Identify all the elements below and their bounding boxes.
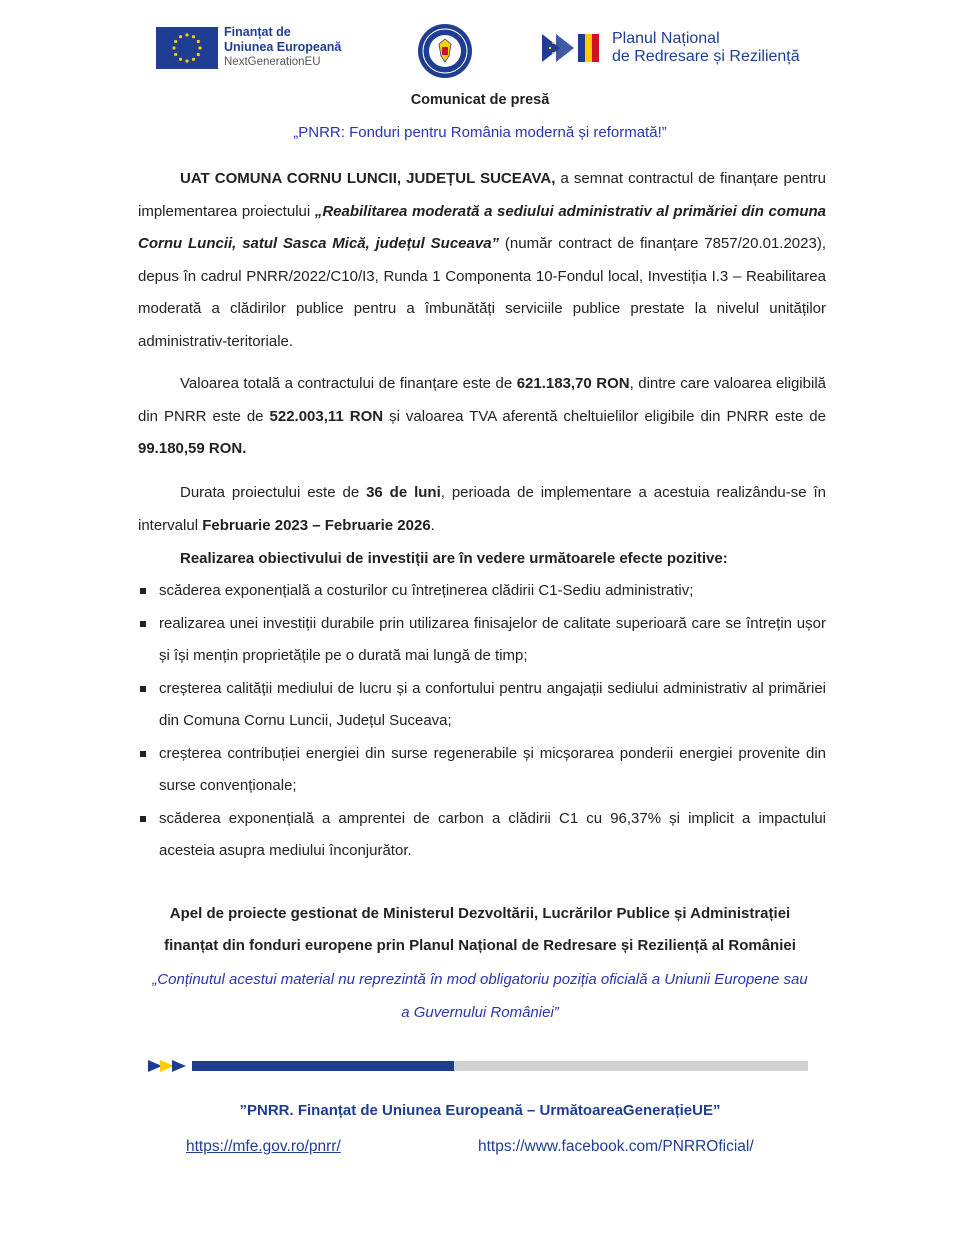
divider-bar-light	[454, 1061, 808, 1071]
mfe-link[interactable]: https://mfe.gov.ro/pnrr/	[186, 1138, 341, 1155]
pnrr-line1: Planul Național	[612, 30, 720, 47]
list-item	[138, 803, 826, 868]
document-title: Comunicat de presă	[410, 92, 550, 108]
implementation-interval: Februarie 2023 – Februarie 2026	[202, 516, 431, 534]
vat-value: 99.180,59 RON.	[138, 440, 247, 457]
pnrr-label	[612, 30, 800, 66]
effect-text: scăderea exponențială a amprentei de carbon a clădirii C1 cu 96,37% și implicit a impactului acesteia asupra mediului înconjurător.	[159, 809, 826, 859]
paragraph2-text-c: și valoarea TVA aferentă cheltuielilor eligibile din PNRR este de	[383, 407, 826, 425]
paragraph3-text-c: .	[430, 516, 435, 534]
paragraph2-text-a: Valoarea totală a contractului de finanțare este de	[180, 375, 517, 392]
eu-line2: Uniunea Europeană	[224, 40, 342, 54]
facebook-link[interactable]: https://www.facebook.com/PNRROficial/	[478, 1138, 754, 1155]
call-statement-line1: Apel de proiecte gestionat de Ministerul Dezvoltării, Lucrărilor Publice și Administrației	[169, 905, 791, 922]
paragraph-contract	[138, 163, 826, 358]
arrow-divider-icon	[146, 1059, 194, 1073]
divider-bar-dark	[192, 1061, 454, 1071]
bullet-square-icon	[140, 751, 146, 757]
list-item	[138, 608, 826, 673]
disclaimer: „Conținutul acestui material nu reprezintă în mod obligatoriu poziția oficială a Uniunii Europene sau a Guvernului României”	[152, 971, 808, 1021]
beneficiary-name: UAT COMUNA CORNU LUNCII, JUDEȚUL SUCEAVA,	[180, 170, 556, 187]
paragraph-values	[138, 368, 826, 466]
list-item	[138, 738, 826, 803]
bullet-square-icon	[140, 816, 146, 822]
eligible-value: 522.003,11 RON	[269, 407, 384, 425]
effect-text: creșterea contribuției energiei din surse regenerabile și micșorarea ponderii energiei provenite din surse convenționale;	[159, 744, 826, 794]
paragraph3-text-b: , perioada de implementare a acestuia realizându-se în intervalul	[138, 484, 826, 534]
bullet-square-icon	[140, 588, 146, 594]
eu-line3: NextGenerationEU	[224, 56, 321, 68]
document-subtitle: „PNRR: Fonduri pentru România modernă și reformată!”	[293, 124, 667, 141]
list-item	[138, 575, 826, 608]
pnrr-line2: de Redresare și Reziliență	[612, 48, 800, 65]
pnrr-slogan: ”PNRR. Finanțat de Uniunea Europeană – UrmătoareaGenerațieUE”	[239, 1102, 721, 1119]
total-value: 621.183,70 RON	[516, 375, 630, 392]
call-statement-line2: finanțat din fonduri europene prin Planul Național de Redresare și Reziliență al României	[164, 937, 796, 954]
bullet-square-icon	[140, 686, 146, 692]
paragraph-duration	[138, 477, 826, 542]
project-duration: 36 de luni	[366, 484, 441, 501]
bullet-square-icon	[140, 621, 146, 627]
paragraph3-text-a: Durata proiectului este de	[180, 484, 367, 501]
pnrr-logo-icon	[542, 30, 610, 66]
eu-flag-icon	[156, 27, 218, 69]
guvernul-romaniei-seal-icon	[416, 22, 474, 80]
list-item	[138, 673, 826, 738]
paragraph2-text-b: , dintre care valoarea eligibilă din PNRR este de	[138, 375, 826, 425]
effect-text: realizarea unei investiții durabile prin utilizarea finisajelor de calitate superioară care se întrețin ușor și își mențin proprietățile pe o durată mai lungă de timp;	[159, 614, 826, 664]
project-name: „Reabilitarea moderată a sediului administrativ al primăriei din comuna Cornu Luncii, satul Sasca Mică, județul Suceava”	[138, 202, 827, 252]
eu-funding-label	[224, 25, 341, 70]
paragraph1-text-a: a semnat contractul de finanțare pentru implementarea proiectului	[138, 170, 826, 220]
effect-text: scăderea exponențială a costurilor cu întreținerea clădirii C1-Sediu administrativ;	[159, 582, 694, 599]
effects-heading: Realizarea obiectivului de investiții are în vedere următoarele efecte pozitive:	[180, 550, 728, 567]
paragraph1-text-b: (număr contract de finanțare 7857/20.01.2023), depus în cadrul PNRR/2022/C10/I3, Runda 1 Componenta 10-Fondul local, Investiția I.3 – Reabilitarea moderată a clădirilor publice pentru a îmbunătăți serviciile publice prestate la nivelul unităților administrativ-teritoriale.	[138, 235, 827, 350]
effect-text: creșterea calității mediului de lucru și a confortului pentru angajații sediului administrativ al primăriei din Comuna Cornu Luncii, Județul Suceava;	[159, 679, 826, 729]
eu-line1: Finanțat de	[224, 25, 291, 39]
effects-list	[138, 575, 826, 868]
